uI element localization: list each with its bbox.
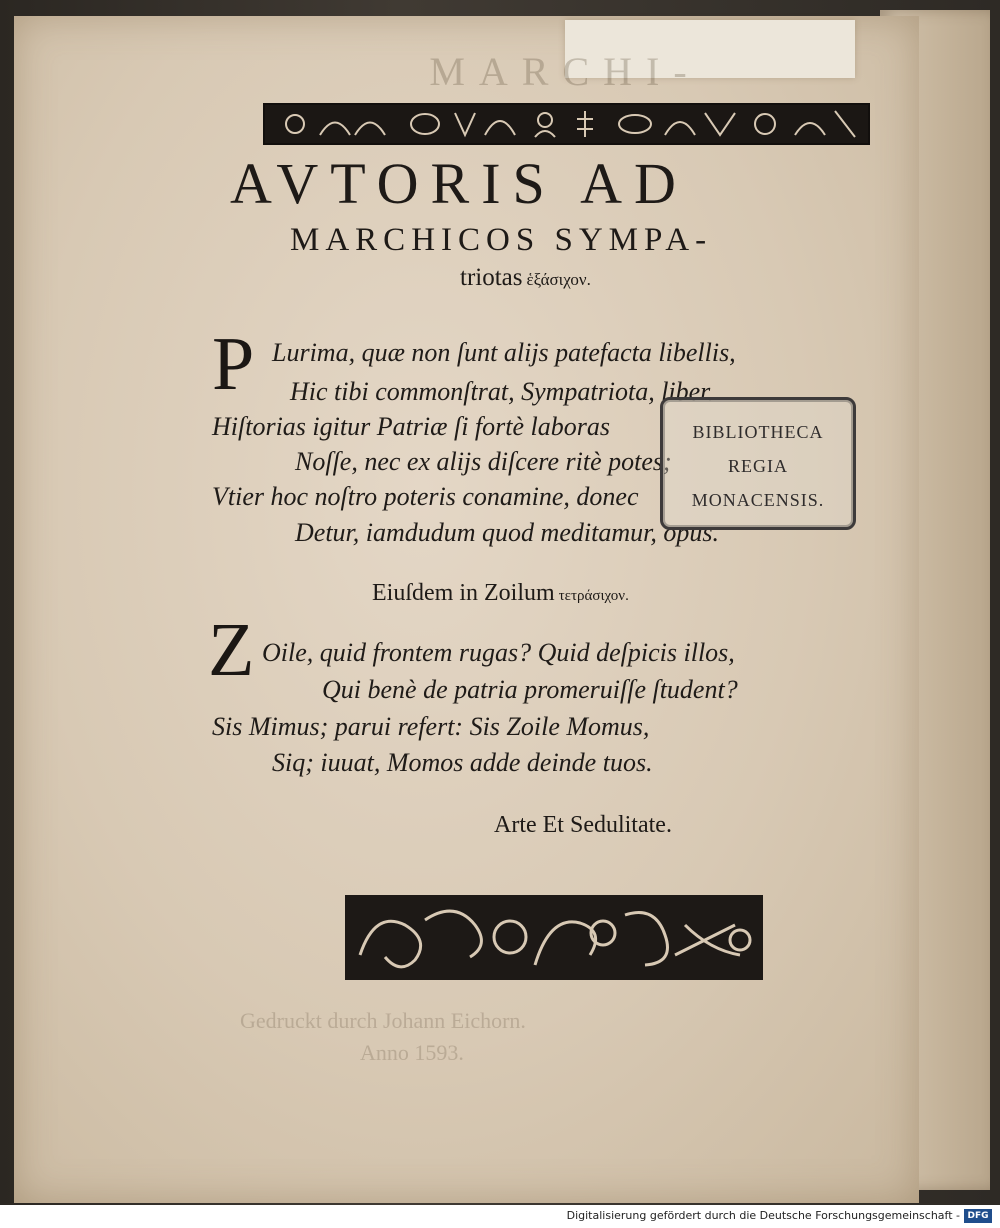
title-line-3 <box>460 264 760 292</box>
footer-bar <box>0 1205 1000 1228</box>
bottom-ornament-band <box>345 895 763 980</box>
poem1-line-1: Lurima, quæ non ſunt alijs patefacta libellis, <box>272 338 736 367</box>
title-line-3-latin: triotas <box>460 264 523 291</box>
bleed-through-title: MARCHI- <box>429 49 701 94</box>
dropcap-z: Z <box>208 608 255 692</box>
title-line-2: MARCHICOS SYMPA- <box>290 222 713 258</box>
zoilum-heading <box>372 580 792 607</box>
stamp-line-1: BIBLIOTHECA <box>692 422 824 442</box>
library-stamp <box>660 397 856 530</box>
dfg-logo-icon: DFG <box>964 1209 992 1223</box>
bleed-through-line-1: Gedruckt durch Johann Eichorn. <box>240 1008 526 1033</box>
top-ornament-band <box>263 103 870 145</box>
stamp-line-2: REGIA <box>728 456 788 476</box>
zoilum-heading-latin: Eiuſdem in Zoilum <box>372 580 555 606</box>
poem2-line-1: Oile, quid frontem rugas? Quid deſpicis illos, <box>262 638 735 667</box>
poem2-line-2: Qui benè de patria promeruiſſe ſtudent? <box>322 675 738 704</box>
footer-credit: Digitalisierung gefördert durch die Deutsche Forschungsgemeinschaft - <box>566 1209 960 1222</box>
motto: Arte Et Sedulitate. <box>494 812 672 838</box>
title-line-3-greek: ἑξάσιχον. <box>526 270 591 289</box>
title-line-1: AVTORIS AD <box>230 151 688 216</box>
dropcap-p: P <box>212 322 255 406</box>
stamp-line-3: MONACENSIS. <box>691 490 825 510</box>
bleed-through-line-2: Anno 1593. <box>360 1040 464 1065</box>
zoilum-heading-greek: τετράσιχον. <box>558 588 629 604</box>
poem1-line-3: Hiſtorias igitur Patriæ ſi fortè laboras <box>212 412 610 441</box>
poem1-line-4: Noſſe, nec ex alijs diſcere ritè potes; <box>295 447 672 476</box>
poem1-line-6: Detur, iamdudum quod meditamur, opus. <box>295 518 719 547</box>
poem2-line-4: Siq; iuuat, Momos adde deinde tuos. <box>272 748 653 777</box>
poem1-line-2: Hic tibi commonſtrat, Sympatriota, liber. <box>290 377 714 406</box>
poem1-line-5: Vtier hoc noſtro poteris conamine, donec <box>212 482 639 511</box>
poem2-line-3: Sis Mimus; parui refert: Sis Zoile Momus, <box>212 712 650 741</box>
